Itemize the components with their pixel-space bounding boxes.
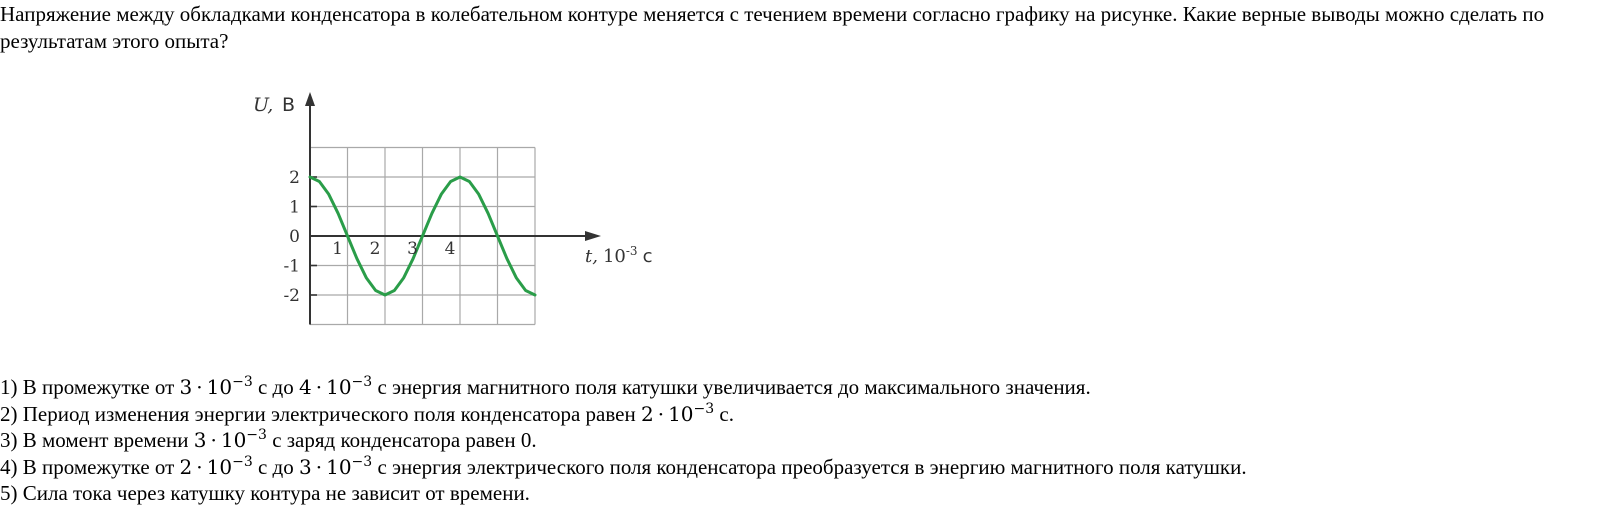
answer-number: 1) — [0, 375, 18, 399]
answer-text: В промежутке от — [22, 454, 175, 479]
answer-text: Сила тока через катушку контура не зависит от времени. — [22, 481, 530, 505]
x-tick-label: 1 — [332, 239, 343, 259]
answer-text: Период изменения энергии электрического поля конденсатора равен — [22, 401, 636, 426]
x-axis-label — [585, 244, 652, 267]
answer-text: с энергия магнитного поля катушки увеличивается до максимального значения. — [377, 375, 1091, 399]
answer-text: с до — [257, 454, 294, 479]
y-tick-label: -2 — [283, 286, 300, 306]
x-axis-exp: -3 — [625, 244, 638, 258]
math-expression: $3 \cdot 10^{-3}$ — [179, 374, 253, 399]
y-tick-label: 0 — [289, 227, 300, 247]
x-tick-label: 4 — [444, 239, 456, 259]
math-expression: $3 \cdot 10^{-3}$ — [299, 453, 373, 479]
answer-options — [0, 374, 1598, 507]
voltage-chart — [245, 86, 665, 336]
math-expression: $2 \cdot 10^{-3}$ — [179, 453, 253, 479]
y-axis-arrow — [305, 92, 315, 106]
math-expression: $4 \cdot 10^{-3}$ — [299, 374, 373, 399]
question-text: Напряжение между обкладками конденсатора в колебательном контуре меняется с течением времени согласно графику на рисунке. Какие верные выводы можно сделать по результатам этого опыта? — [0, 2, 1545, 53]
y-tick-label: 2 — [289, 168, 300, 188]
answer-option-3 — [0, 427, 1598, 454]
answer-text: с энергия электрического поля конденсатора преобразуется в энергию магнитного поля катушки. — [377, 454, 1247, 479]
answer-text: с заряд конденсатора равен 0. — [272, 428, 537, 452]
answer-option-1 — [0, 374, 1598, 401]
y-axis-var: U, — [253, 94, 274, 116]
answer-option-4 — [0, 454, 1598, 481]
answer-option-5 — [0, 480, 1598, 507]
y-axis-unit: В — [282, 94, 296, 116]
x-axis-var: t, — [585, 246, 598, 267]
answer-number: 4) — [0, 454, 18, 479]
answer-text: В момент времени — [22, 428, 189, 452]
x-axis-arrow — [585, 231, 601, 241]
y-tick-label: -1 — [283, 256, 300, 277]
math-expression: $2 \cdot 10^{-3}$ — [640, 400, 715, 426]
math-expression: $3 \cdot 10^{-3}$ — [193, 427, 267, 452]
x-axis-scale: 10 — [602, 246, 626, 267]
answer-text: В промежутке от — [22, 375, 175, 399]
answer-number: 5) — [0, 481, 18, 505]
x-tick-label: 2 — [369, 239, 381, 259]
chart-axes — [305, 92, 601, 325]
answer-option-2 — [0, 401, 1598, 428]
answer-text: с. — [719, 401, 734, 426]
y-tick-labels — [283, 168, 300, 306]
y-tick-label: 1 — [289, 197, 300, 218]
answer-number: 2) — [0, 401, 18, 426]
x-tick-label: 3 — [407, 239, 418, 259]
answer-number: 3) — [0, 428, 18, 452]
answer-text: с до — [257, 375, 294, 399]
x-axis-unit: с — [642, 246, 653, 267]
